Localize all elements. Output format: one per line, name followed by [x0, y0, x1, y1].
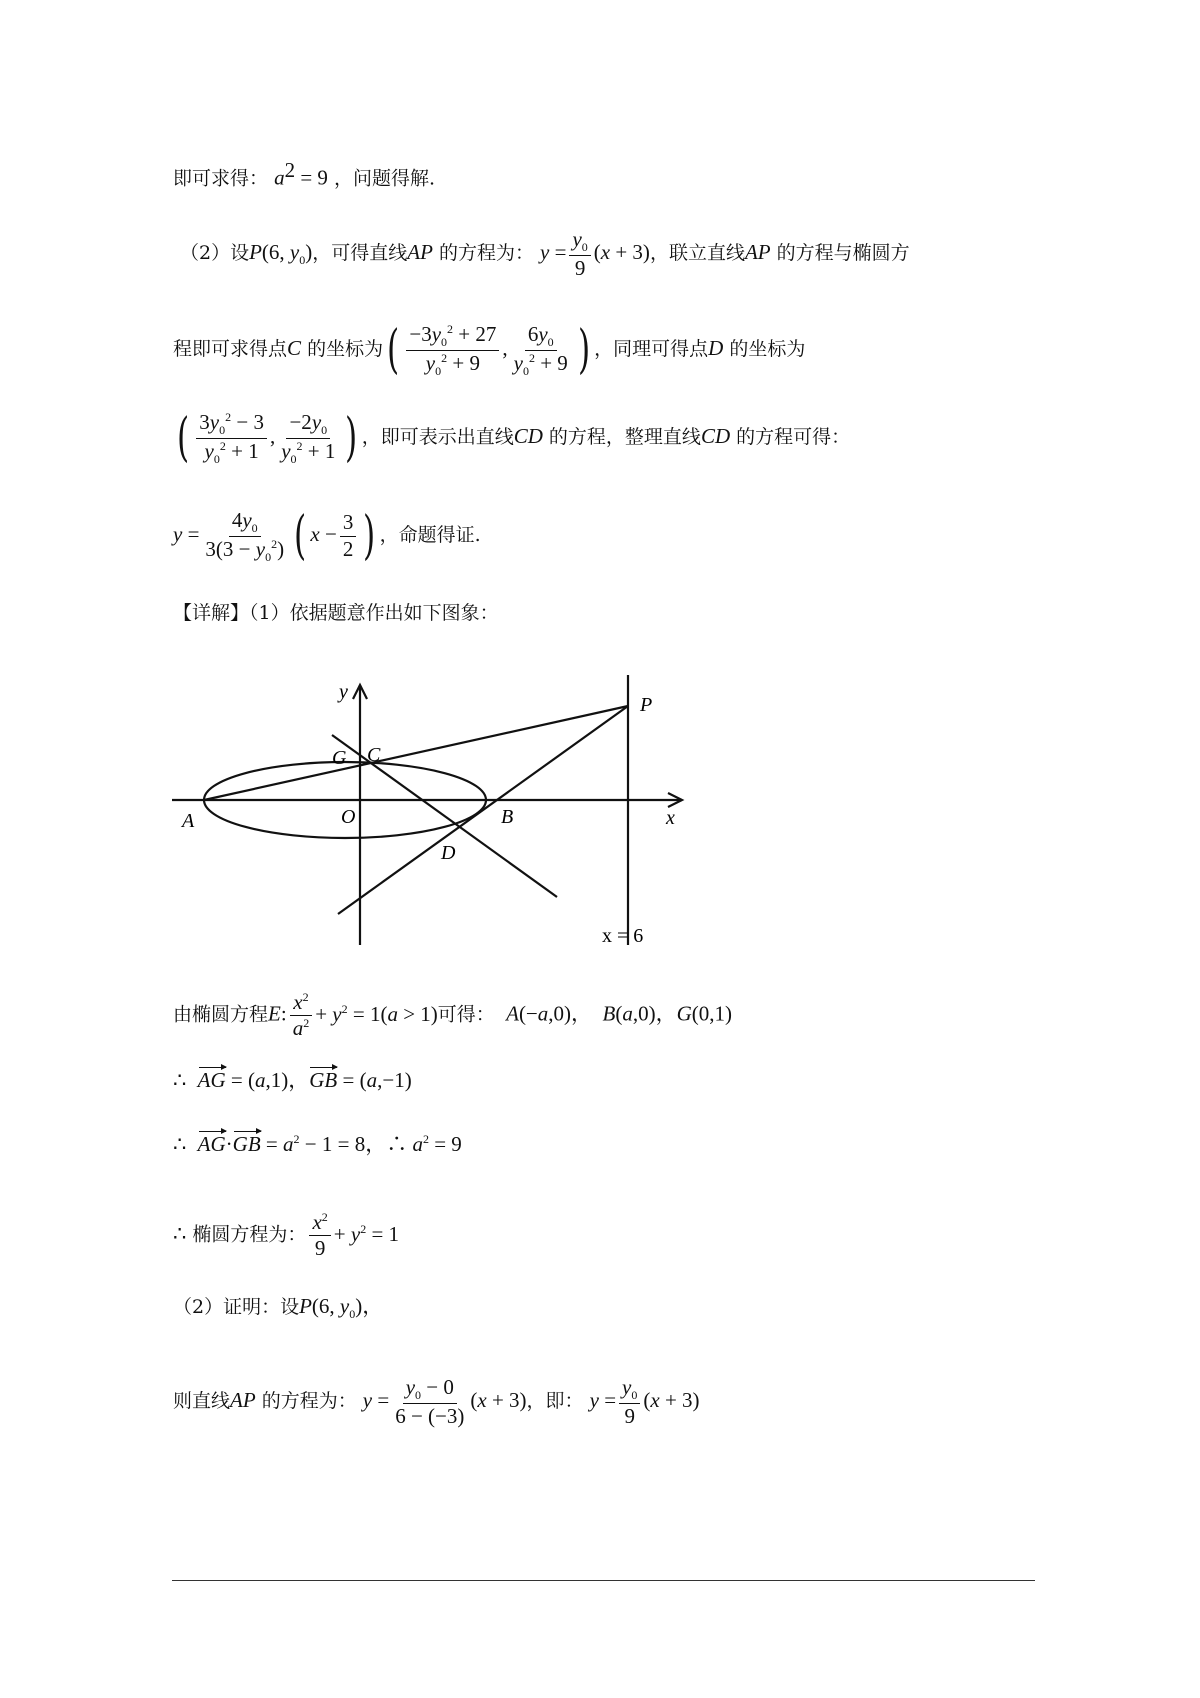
label-p: P: [640, 694, 653, 716]
math-cd: CD: [513, 424, 543, 449]
text: 【详解】（1）依据题意作出如下图象：: [173, 602, 499, 624]
line-ap: [204, 706, 628, 800]
math-ap: AP: [744, 239, 771, 264]
footer-rule: [172, 1580, 1035, 1581]
text: 程即可求得点: [173, 338, 288, 361]
therefore-symbol: ∴: [386, 1132, 408, 1156]
fraction-cx: $\frac{-3y_0^2 + 27}{y_0^2 + 9}$: [406, 322, 499, 378]
math-d: D: [708, 336, 724, 361]
text: ，同理可得点: [594, 338, 709, 361]
fraction-3-2: $\frac{3}{2}$: [340, 510, 357, 561]
text: 的方程可得：: [730, 426, 851, 449]
text-line-11: （2）证明：设P(6, $y_0$)，: [173, 1294, 384, 1322]
fraction-x2-9: $\frac{x^2}{9}$: [309, 1210, 330, 1261]
text: 的坐标为: [301, 338, 384, 361]
text: 的方程与椭圆方: [770, 241, 910, 264]
text: ，联立直线: [649, 241, 745, 264]
text: 的方程，整理直线: [542, 426, 701, 449]
text-line-12: 则直线AP 的方程为： y = $\frac{y_0 - 0}{6 - (-3)}$ (x + 3)，即： y = $\frac{y_0}{9}$ (x + 3): [173, 1375, 700, 1428]
text: ，命题得证.: [379, 524, 481, 547]
text: 则直线: [173, 1389, 231, 1412]
therefore-symbol: ∴: [173, 1068, 187, 1092]
text: （2）证明：设: [173, 1296, 300, 1318]
math-eq: = 9: [295, 165, 328, 190]
fraction-y0-9: $\frac{y_0}{9}$: [569, 227, 590, 281]
math-c: C: [287, 336, 302, 361]
text-line-5: y = $\frac{4y_0}{3(3 - y_0^2)}$ ( x − $\frac{3}{2}$ ) ，命题得证.: [173, 506, 481, 567]
line-cd: [332, 735, 557, 897]
text: 椭圆方程为：: [192, 1223, 307, 1246]
text-line-1: 即可求得： $a^2 = 9$ ，问题得解.: [173, 158, 435, 190]
text: 的坐标为: [723, 338, 806, 361]
text: 即可求得：: [173, 167, 269, 190]
text-line-4: ( $\frac{3y_0^2 - 3}{y_0^2 + 1}$ , $\frac{-2y_0}{y_0^2 + 1}$ ) ，即可表示出直线CD 的方程，整理直线CD 的方程可得：: [177, 408, 851, 469]
label-d: D: [441, 842, 456, 864]
text-line-10: ∴ 椭圆方程为： $\frac{x^2}{9}$ + $y^2 = 1$: [173, 1210, 400, 1261]
text: ，问题得解.: [333, 167, 435, 190]
text: ，即可表示出直线: [361, 426, 514, 449]
text-line-6: [173, 604, 499, 623]
text: 由椭圆方程: [173, 1003, 269, 1026]
text-line-7: 由椭圆方程E: $\frac{x^2}{a^2}$ + $y^2 = 1(a > 1)$可得： A(−a,0)， B(a,0)，G(0,1): [173, 990, 733, 1041]
text-line-3: 程即可求得点C 的坐标为( $\frac{-3y_0^2 + 27}{y_0^2 + 9}$ , $\frac{6y_0}{y_0^2 + 9}$ ) ，同理可得点D 的坐标为: [173, 320, 806, 381]
fraction-y0-9: $\frac{y_0}{9}$: [619, 1375, 640, 1429]
math-ap: AP: [230, 1387, 256, 1412]
fraction-x2-a2: $\frac{x^2}{a^2}$: [290, 990, 313, 1041]
text-line-2: （2）设P(6, $y_0$)，可得直线AP 的方程为： y = $\frac{y_0}{9}$ (x + 3)，联立直线AP 的方程与椭圆方: [180, 227, 910, 280]
math-ap: AP: [407, 239, 433, 264]
text: 的方程为：: [432, 241, 534, 264]
label-g: G: [332, 747, 347, 769]
ellipse-figure: [160, 665, 700, 955]
label-a: A: [182, 810, 195, 832]
math-a: a: [274, 165, 285, 190]
fraction-dx: $\frac{3y_0^2 - 3}{y_0^2 + 1}$: [196, 410, 267, 466]
label-b: B: [501, 806, 514, 828]
text: 可得：: [437, 1003, 495, 1026]
text-line-9: ∴ $AG\cdot GB = a^2 - 1 = 8$，∴ $a^2 = 9$: [173, 1132, 462, 1156]
label-c: C: [367, 744, 381, 766]
fraction-slope: $\frac{y_0 - 0}{6 - (-3)}$: [395, 1375, 465, 1428]
math-e: E: [268, 1001, 281, 1026]
therefore-symbol: ∴: [173, 1132, 187, 1156]
fraction-cy: $\frac{6y_0}{y_0^2 + 9}$: [513, 322, 568, 378]
fraction-cd-slope: $\frac{4y_0}{3(3 - y_0^2)}$: [205, 508, 285, 564]
math-cd: CD: [700, 424, 731, 449]
text: （2）设: [180, 241, 250, 264]
text-line-8: ∴ AG = (a,1)，GB = (a,−1): [173, 1068, 412, 1092]
label-o: O: [341, 806, 356, 828]
label-x6: x = 6: [602, 925, 644, 947]
fraction-dy: $\frac{-2y_0}{y_0^2 + 1}$: [281, 410, 336, 466]
text: ，可得直线: [312, 241, 408, 264]
therefore-symbol: ∴: [173, 1221, 187, 1246]
label-x: x: [666, 807, 675, 829]
text: ，即：: [526, 1389, 584, 1412]
label-y: y: [339, 681, 348, 703]
text: 的方程为：: [255, 1389, 357, 1412]
